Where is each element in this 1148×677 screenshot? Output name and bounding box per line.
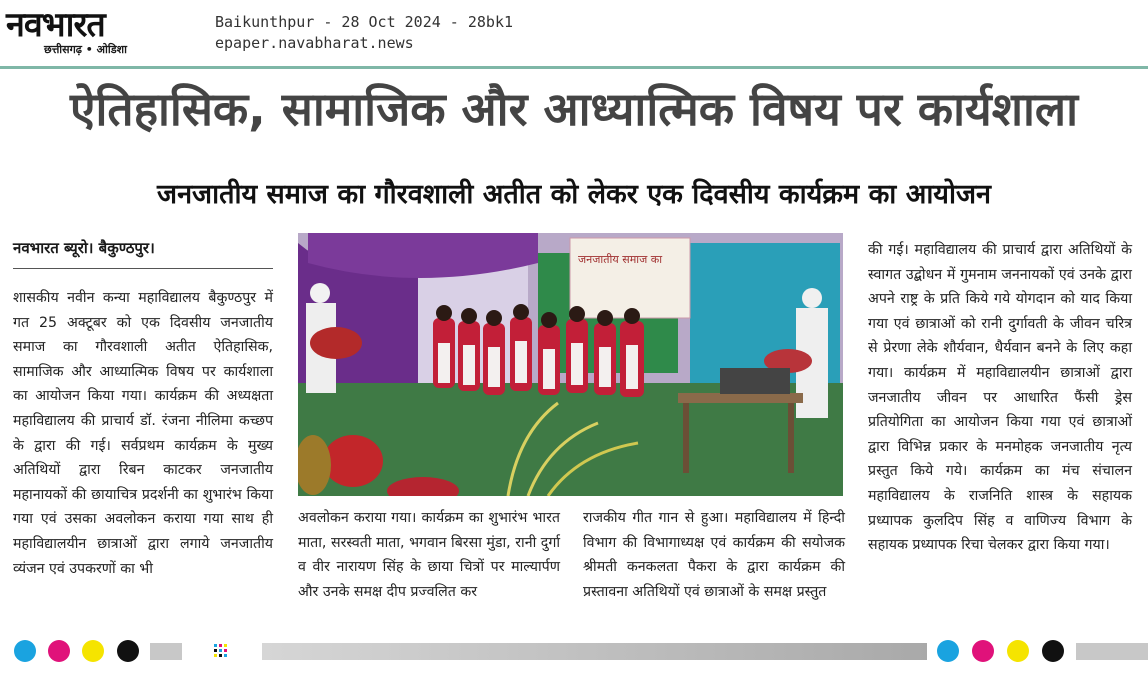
cyan-dot-right-icon xyxy=(937,640,959,662)
event-photo xyxy=(298,233,843,496)
article-column-4: की गई। महाविद्यालय की प्राचार्य द्वारा अतिथियों के स्वागत उद्बोधन में गुमनाम जननायकों एवं उनके द्वारा अपने राष्ट्र के प्रति किये गये योगदान को याद किया गया एवं छात्राओं को रानी दुर्गावती के जीवन चरित्र से प्रेरणा लेके शौर्यवान, धैर्यवान बनने के लिए कहा गया। कार्यक्रम में महाविद्यालयीन छात्राओं द्वारा जनजातीय जीवन पर आधारित फैंसी ड्रेस प्रतियोगिता का आयोजन किया गया एवं छात्राओं द्वारा विभिन्न प्रकार के मनमोहक जनजातीय नृत्य प्रस्तुत किये गये। कार्यक्रम का मंच संचालन महाविद्यालय के राजनिति शास्त्र के सहायक प्रध्यापक कुलदिप सिंह व वाणिज्य विभाग के सहायक प्रध्यापक रिचा चेलकर द्वारा किया गया। xyxy=(868,242,1132,554)
cyan-dot-icon xyxy=(14,640,36,662)
byline-divider xyxy=(13,268,273,269)
edition-info xyxy=(215,12,513,54)
article-column-1: शासकीय नवीन कन्या महाविद्यालय बैकुण्ठपुर में गत 25 अक्टूबर को एक दिवसीय जनजातीय समाज का गौरवशाली अतीत ऐतिहासिक, सामाजिक और आध्यात्मिक विषय पर कार्यशाला का आयोजन किया गया। कार्यक्रम की अध्यक्षता महाविद्यालय की प्राचार्य डॉ. रंजना नीलिमा कच्छप के द्वारा की गई। सर्वप्रथम कार्यक्रम के मुख्य अतिथियों द्वारा रिबन काटकर जनजातीय महानायकों की छायाचित्र प्रदर्शनी का शुभारंभ किया गया एवं उसका अवलोकन कराया गया साथ ही महाविद्यालयीन छात्राओं द्वारा लगाये जनजातीय व्यंजन एवं उपकरणों का भी xyxy=(13,290,273,577)
url-line: epaper.navabharat.news xyxy=(215,34,414,52)
magenta-dot-right-icon xyxy=(972,640,994,662)
yellow-dot-right-icon xyxy=(1007,640,1029,662)
magenta-dot-icon xyxy=(48,640,70,662)
registration-grid-icon xyxy=(214,644,228,658)
yellow-dot-icon xyxy=(82,640,104,662)
article-column-3: राजकीय गीत गान से हुआ। महाविद्यालय में हिन्दी विभाग की विभागाध्यक्ष एवं कार्यक्रम की सयोजक श्रीमती कनकलता पैकरा के द्वारा कार्यक्रम की प्रस्तावना अतिथियों एवं छात्राओं के समक्ष प्रस्तुत xyxy=(583,510,845,600)
edition-line: Baikunthpur - 28 Oct 2024 - 28bk1 xyxy=(215,13,514,31)
article-byline: नवभारत ब्यूरो। बैकुण्ठपुर। xyxy=(13,239,155,257)
gray-bar-right xyxy=(1076,643,1148,660)
logo-text: नवभारत xyxy=(6,5,105,45)
article-subheadline: जनजातीय समाज का गौरवशाली अतीत को लेकर एक दिवसीय कार्यक्रम का आयोजन xyxy=(157,179,991,210)
dance-performance-image xyxy=(298,233,843,496)
article-headline: ऐतिहासिक, सामाजिक और आध्यात्मिक विषय पर कार्यशाला xyxy=(70,82,1078,136)
print-registration-bar xyxy=(0,630,1148,670)
black-dot-right-icon xyxy=(1042,640,1064,662)
banner-text: जनजातीय समाज का xyxy=(578,253,663,266)
black-dot-icon xyxy=(117,640,139,662)
newspaper-logo xyxy=(6,6,196,62)
logo-subtitle: छत्तीसगढ़ • ओडिशा xyxy=(44,43,127,56)
gray-bar-left xyxy=(150,643,182,660)
masthead-divider xyxy=(0,66,1148,69)
gray-gradient-bar xyxy=(262,643,927,660)
article-column-2: अवलोकन कराया गया। कार्यक्रम का शुभारंभ भारत माता, सरस्वती माता, भगवान बिरसा मुंडा, रानी दुर्गा व वीर नारायण सिंह के छाया चित्रों पर माल्यार्पण और उनके समक्ष दीप प्रज्वलित कर xyxy=(298,510,560,600)
